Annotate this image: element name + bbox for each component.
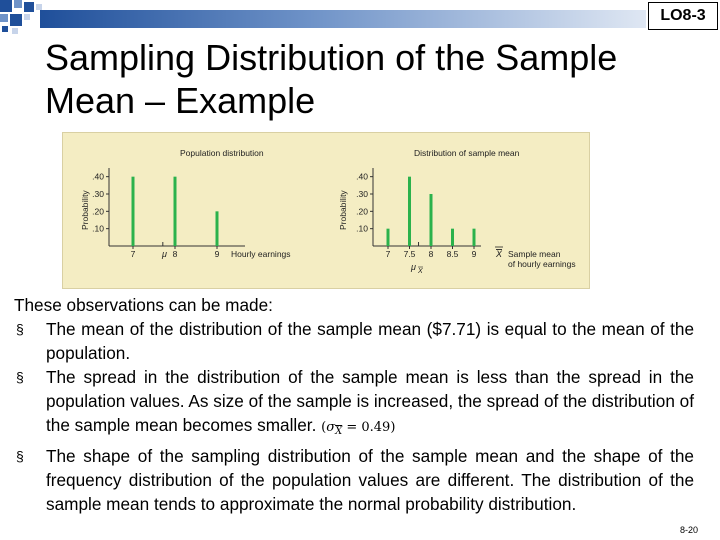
distribution-figure [62, 132, 590, 289]
left-bar [216, 211, 219, 246]
right-chart-title: Distribution of sample mean [414, 148, 520, 158]
left-chart-ylabel: Probability [80, 190, 90, 230]
right-x-tick-label: 8 [428, 249, 434, 259]
slide-number: 8-20 [680, 525, 699, 535]
right-bar [473, 229, 476, 246]
observation-item-3 [14, 444, 694, 516]
left-y-tick-label: .20 [92, 206, 104, 217]
observation-text-2: The spread in the distribution of the sample mean is less than the spread in the population values. As size of the sample is increased, the spread of the distribution of the sample mean becomes smaller. [46, 367, 694, 435]
left-bar [174, 177, 177, 246]
learning-objective-badge: LO8-3 [648, 2, 718, 30]
left-x-tick-label: 7 [130, 249, 136, 259]
right-bar [387, 229, 390, 246]
right-x-tick-label: 7.5 [403, 249, 416, 259]
left-y-tick-label: .40 [92, 171, 104, 182]
sigma-symbol: σ [326, 420, 336, 435]
right-bar [408, 177, 411, 246]
right-chart-xlabel-line-2: of hourly earnings [508, 259, 576, 269]
slide-title [45, 36, 705, 122]
right-y-tick-label: .20 [356, 206, 368, 217]
sigma-formula [321, 420, 395, 435]
slide-title-line-2: Mean – Example [45, 80, 316, 121]
sigma-open: ( [321, 420, 327, 435]
slide-title-line-1: Sampling Distribution of the Sample [45, 37, 618, 78]
right-chart-ylabel: Probability [338, 190, 348, 230]
observations-intro: These observations can be made: [14, 295, 273, 315]
header-rule [40, 10, 646, 28]
bullet-marker: § [16, 448, 24, 464]
right-bar [451, 229, 454, 246]
left-x-tick-label: 9 [214, 249, 220, 259]
left-y-tick-label: .30 [92, 189, 104, 199]
observations-list [14, 317, 694, 516]
sigma-subscript: X [335, 426, 343, 437]
right-x-tick-label: 9 [471, 249, 477, 259]
right-chart-mu-subscript: X [418, 268, 423, 275]
right-x-tick-label: 7 [385, 249, 391, 259]
right-chart-mu-label: μ [411, 262, 416, 272]
right-x-tick-label: 8.5 [446, 249, 459, 259]
left-y-tick-label: .10 [92, 223, 104, 234]
sigma-value: = 0.49 [342, 420, 391, 435]
sigma-close: ) [390, 420, 396, 435]
bullet-marker: § [16, 369, 24, 385]
observation-item-2 [14, 365, 694, 444]
left-chart-xlabel: Hourly earnings [231, 249, 291, 259]
right-y-tick-label: .30 [356, 189, 368, 199]
right-y-tick-label: .10 [356, 223, 368, 234]
left-x-tick-label: 8 [172, 249, 178, 259]
left-chart-title: Population distribution [180, 148, 264, 158]
observation-item-1 [14, 317, 694, 365]
left-bar [132, 177, 135, 246]
right-chart-xlabel-line-1: Sample mean [508, 249, 561, 259]
right-chart-xbar: X [496, 249, 503, 259]
right-y-tick-label: .40 [356, 171, 368, 182]
right-bar [430, 194, 433, 246]
observations-text [14, 293, 694, 516]
observation-text-1: The mean of the distribution of the sample mean ($7.71) is equal to the mean of the population. [46, 319, 694, 363]
distribution-charts [63, 133, 589, 288]
observation-text-3: The shape of the sampling distribution of the sample mean and the shape of the frequency distribution of the population values are different. The distribution of the sample mean tends to approximate the normal probability distribution. [46, 446, 694, 514]
bullet-marker: § [16, 321, 24, 337]
left-chart-mu-label: μ [162, 249, 167, 259]
